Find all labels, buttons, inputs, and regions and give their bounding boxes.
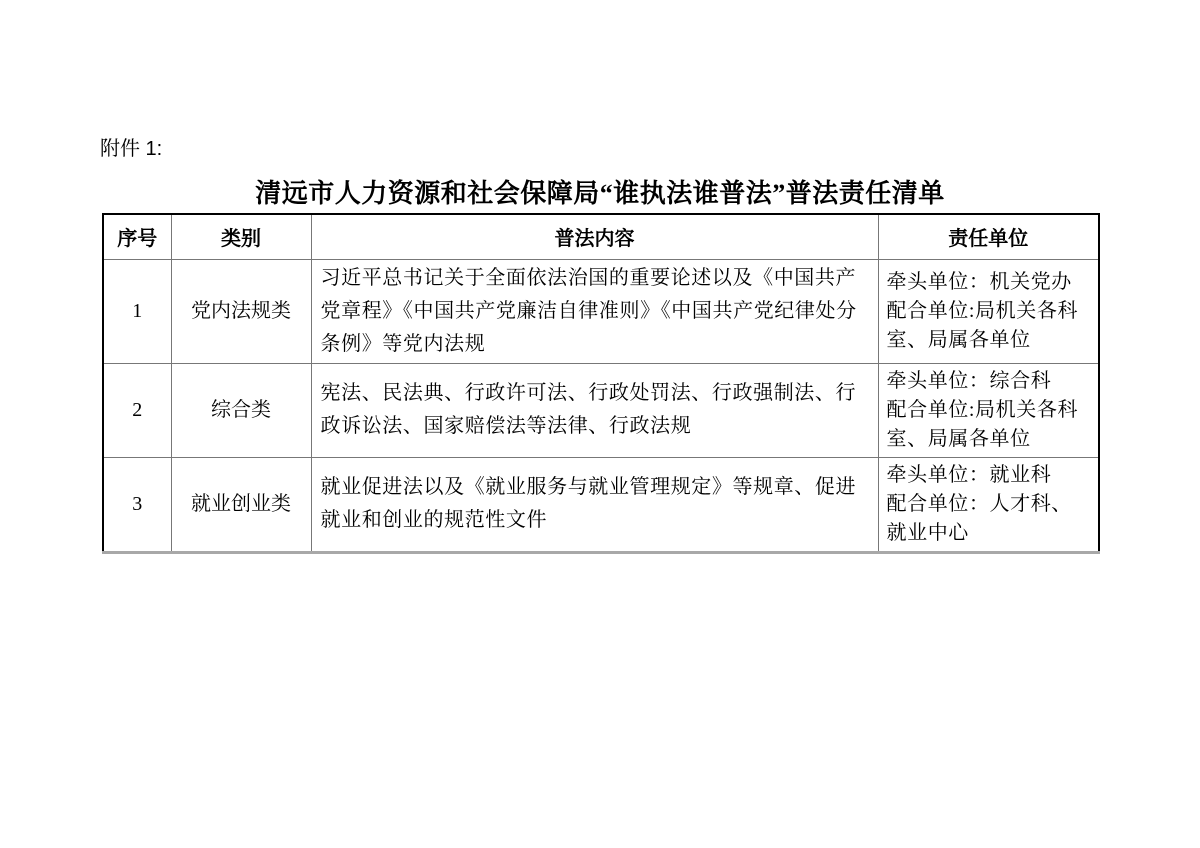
support-unit-text: 配合单位:局机关各科室、局属各单位 [886,299,1079,351]
cell-category: 就业创业类 [171,457,311,552]
cell-responsible-unit [878,457,1099,552]
table-header-row [103,214,1099,259]
cell-category: 党内法规类 [171,259,311,363]
cell-content: 宪法、民法典、行政许可法、行政处罚法、行政强制法、行政诉讼法、国家赔偿法等法律、行政法规 [311,363,878,457]
support-unit-text: 配合单位：人才科、就业中心 [886,492,1072,544]
column-header-index: 序号 [103,214,171,259]
cell-content: 就业促进法以及《就业服务与就业管理规定》等规章、促进就业和创业的规范性文件 [311,457,878,552]
cell-index: 3 [103,457,171,552]
cell-content: 习近平总书记关于全面依法治国的重要论述以及《中国共产党章程》《中国共产党廉洁自律准则》《中国共产党纪律处分条例》等党内法规 [311,259,878,363]
column-header-content: 普法内容 [311,214,878,259]
pufa-responsibility-table [102,213,1100,554]
attachment-label: 附件 1: [100,138,163,160]
cell-index: 1 [103,259,171,363]
lead-unit-text: 牵头单位：机关党办 [886,270,1072,293]
cell-responsible-unit [878,259,1099,363]
support-unit-text: 配合单位:局机关各科室、局属各单位 [886,398,1079,450]
lead-unit-text: 牵头单位：综合科 [886,369,1052,392]
table-row [103,259,1099,363]
cell-responsible-unit [878,363,1099,457]
document-title: 清远市人力资源和社会保障局“谁执法谁普法”普法责任清单 [255,179,945,208]
table-row [103,457,1099,552]
table-row [103,363,1099,457]
cell-category: 综合类 [171,363,311,457]
lead-unit-text: 牵头单位：就业科 [886,463,1052,486]
column-header-responsible-unit: 责任单位 [878,214,1099,259]
column-header-category: 类别 [171,214,311,259]
cell-index: 2 [103,363,171,457]
